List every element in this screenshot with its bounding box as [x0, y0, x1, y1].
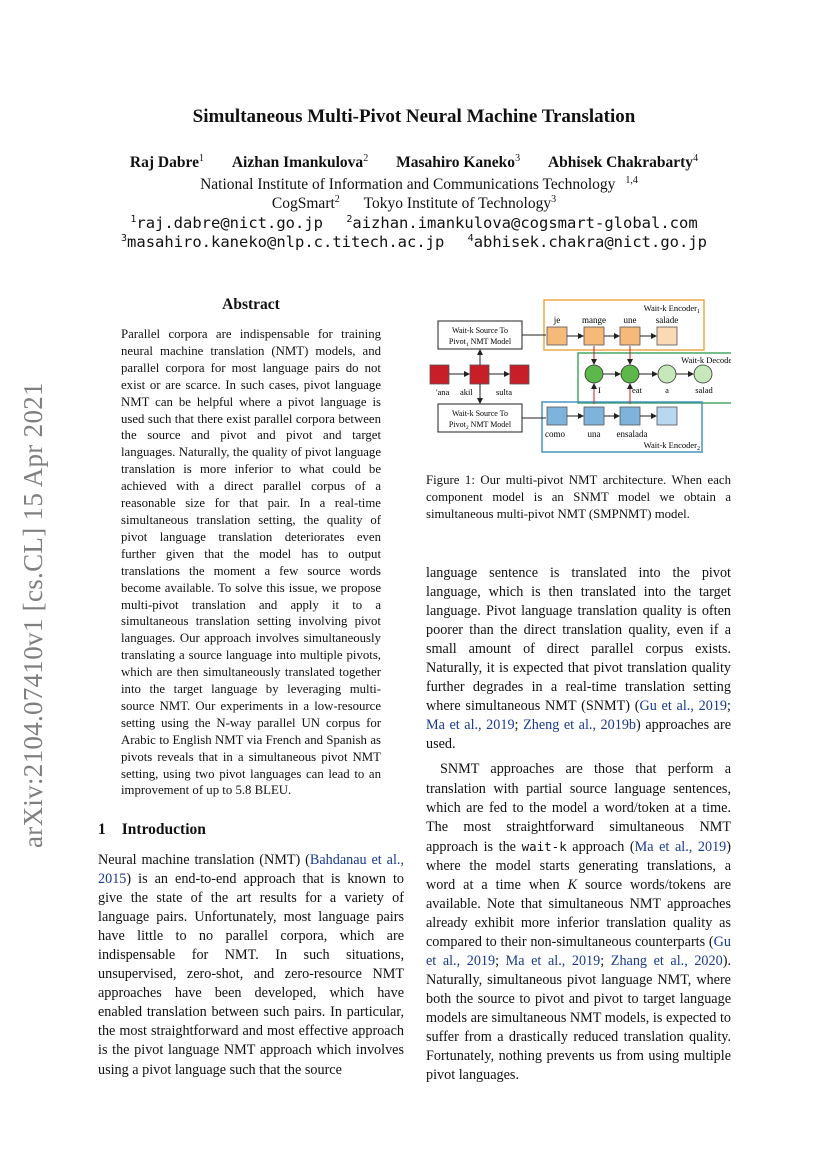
- figure-caption: Figure 1: Our multi-pivot NMT architecture. When each component model is an SNMT model we obtain a simultaneous multi-pivot NMT (SMPNMT) model.: [426, 473, 731, 521]
- email-3[interactable]: $^3$masahiro.kaneko@nlp.c.titech.ac.jp: [121, 233, 445, 252]
- pivot2-word-3: ensalada: [616, 429, 648, 439]
- pivot2-word-2: una: [587, 429, 601, 439]
- affiliation-line-1: National Institute of Information and Communications Technology $^{1,4}$: [200, 175, 638, 194]
- source-cell-2: [470, 365, 489, 384]
- paragraph-pivot-quality: language sentence is translated into the pivot language, which is then translated into the target language. Pivot language translation quality is often poorer than the direct translation quality, even if a small amount of direct parallel corpus exists. Naturally, it is expected that pivot translation quality further degrades in a real-time translation setting where simultaneous NMT (SNMT) (Gu et al., 2019; Ma et al., 2019; Zheng et al., 2019b) approaches are used.: [426, 565, 732, 753]
- citation-zhang-2020[interactable]: Zhang et al., 2020: [610, 952, 723, 969]
- citation-gu-2019[interactable]: Gu et al., 2019: [639, 698, 728, 715]
- pivot1-word-1: je: [553, 315, 561, 325]
- pivot1-word-4: salade: [655, 315, 679, 325]
- citation-ma-2019-b[interactable]: Ma et al., 2019: [634, 838, 727, 855]
- source-cell-1: [430, 365, 449, 384]
- email-2[interactable]: $^2$aizhan.imankulova@cogsmart-global.com: [346, 214, 698, 233]
- pivot1-word-3: une: [623, 315, 637, 325]
- pivot1-word-2: mange: [582, 315, 606, 325]
- author-list: [0, 153, 828, 172]
- pivot2-word-1: como: [545, 429, 565, 439]
- arxiv-identifier: arXiv:2104.07410v1 [cs.CL] 15 Apr 2021: [18, 382, 48, 848]
- email-line-2: [0, 233, 828, 251]
- section-heading-introduction: 1 Introduction: [98, 821, 206, 838]
- pivot1-cell-4: [657, 327, 677, 345]
- email-4[interactable]: $^4$abhisek.chakra@nict.go.jp: [467, 233, 707, 252]
- source-word-2: akil: [460, 387, 473, 397]
- target-word-3: a: [665, 385, 669, 395]
- model1-label-line2: Pivot$_1$ NMT Model: [448, 337, 512, 348]
- author-3: Masahiro Kaneko$^3$: [396, 153, 521, 172]
- affiliation-cogsmart: CogSmart$^2$: [271, 194, 340, 213]
- email-line-1: [0, 214, 828, 232]
- pivot2-cell-2: [584, 407, 604, 425]
- code-wait-k: wait-k: [521, 838, 567, 854]
- affiliation-titech: Tokyo Institute of Technology$^3$: [363, 194, 557, 213]
- citation-ma-2019-c[interactable]: Ma et al., 2019: [505, 952, 601, 969]
- source-cell-3: [510, 365, 529, 384]
- pivot1-tokens: [547, 315, 678, 345]
- encoder1-label: Wait-k Encoder$_1$: [643, 303, 700, 315]
- architecture-diagram: [426, 298, 731, 458]
- citation-gu-2019-b[interactable]: Gu et al., 2019: [426, 933, 731, 969]
- intro-paragraph: Neural machine translation (NMT) (Bahdanau et al., 2015) is an end-to-end approach that is known to give the state of the art results for a variety of language pairs. Unfortunately, most language pairs have little to no parallel corpora, which are indispensable for NMT. In such situations, unsupervised, zero-shot, and zero-resource NMT approaches have been developed, which have enabled translation between such pairs. In particular, the most straightforward and most effective approach is the pivot language NMT approach which involves using a pivot language such that the source: [98, 852, 404, 1078]
- pivot2-cell-1: [547, 407, 567, 425]
- citation-zheng-2019b[interactable]: Zheng et al., 2019b: [523, 717, 637, 734]
- citation-bahdanau[interactable]: Bahdanau et al., 2015: [98, 852, 404, 888]
- pivot1-cell-2: [584, 327, 604, 345]
- model1-label-line1: Wait-k Source To: [452, 326, 508, 335]
- author-1: Raj Dabre$^1$: [129, 153, 204, 172]
- right-column-text: [426, 564, 731, 1085]
- pivot1-cell-1: [547, 327, 567, 345]
- affiliation-line-2: [0, 194, 828, 213]
- decoder-label: Wait-k Decoder: [681, 355, 731, 365]
- author-2: Aizhan Imankulova$^2$: [231, 153, 369, 172]
- author-4: Abhisek Chakrabarty$^4$: [547, 153, 699, 172]
- abstract-text: Parallel corpora are indispensable for training neural machine translation (NMT) models, and parallel corpora for most language pairs do not exist or are scarce. In such cases, pivot language NMT can be helpful where a pivot language is used such that there exist parallel corpora between the source and pivot and pivot and target languages. Naturally, the quality of pivot language translation is more inferior to what could be achieved with a direct parallel corpus of a reasonable size for that pair. In a real-time simultaneous translation setting, the quality of pivot language translation deteriorates even further given that the model has to output translations the moment a few source words become available. To solve this issue, we propose multi-pivot translation and apply it to a simultaneous translation setting involving pivot languages. Our approach involves simultaneously translating a source language into multiple pivots, which are then simultaneously translated together into the target language by leveraging multi-source NMT. Our experiments in a low-resource setting using the N-way parallel UN corpus for Arabic to English NMT via French and Spanish as pivots reveals that in a simultaneous pivot NMT setting, using two pivot languages can lead to an improvement of up to 5.8 BLEU.: [121, 327, 381, 798]
- paper-title: Simultaneous Multi-Pivot Neural Machine Translation: [192, 106, 636, 127]
- target-node-4: [694, 365, 712, 383]
- source-word-1: 'ana: [436, 387, 450, 397]
- target-node-3: [658, 365, 676, 383]
- source-word-3: sulta: [496, 387, 513, 397]
- model2-label-line1: Wait-k Source To: [452, 409, 508, 418]
- model2-label-line2: Pivot$_2$ NMT Model: [448, 420, 512, 431]
- pivot2-tokens: [545, 407, 677, 439]
- encoder2-label: Wait-k Encoder$_2$: [643, 440, 700, 452]
- email-1[interactable]: $^1$raj.dabre@nict.go.jp: [130, 214, 323, 233]
- pivot2-cell-4: [657, 407, 677, 425]
- paragraph-snmt: SNMT approaches are those that perform a translation with partial source language sentences, which are fed to the model a word/token at a time. The most straightforward simultaneous NMT approach is the wait-k approach (Ma et al., 2019) where the model starts generating translations, a word at a time when K source words/tokens are available. Note that simultaneous NMT approaches already exhibit more inferior translation quality as compared to their non-simultaneous counterparts (Gu et al., 2019; Ma et al., 2019; Zhang et al., 2020). Naturally, simultaneous pivot language NMT, where both the source to pivot and pivot to target language models are simultaneous NMT models, is expected to suffer from a drastically reduced translation quality. Fortunately, nothing prevents us from using multiple pivot languages.: [426, 761, 731, 1084]
- figure-architecture: [426, 298, 731, 458]
- target-node-2: [621, 365, 639, 383]
- abstract-heading: Abstract: [222, 296, 280, 313]
- target-word-4: salad: [695, 385, 713, 395]
- citation-ma-2019[interactable]: Ma et al., 2019: [426, 717, 515, 734]
- target-node-1: [585, 365, 603, 383]
- target-word-1: I: [598, 385, 601, 395]
- pivot2-cell-3: [620, 407, 640, 425]
- variable-k: K: [567, 876, 578, 893]
- pivot1-cell-3: [620, 327, 640, 345]
- target-word-2: eat: [632, 385, 642, 395]
